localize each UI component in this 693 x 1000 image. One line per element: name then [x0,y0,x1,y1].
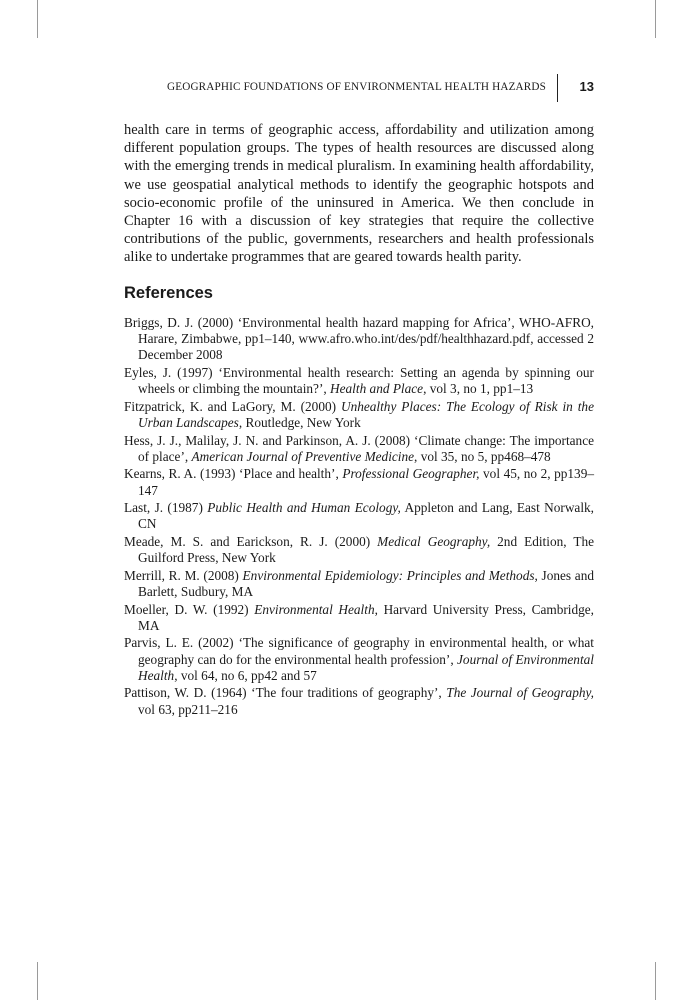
crop-mark-top-right [655,0,656,38]
running-head-title: GEOGRAPHIC FOUNDATIONS OF ENVIRONMENTAL HEALTH HAZARDS [167,81,546,93]
running-head-divider [557,74,558,102]
reference-item: Parvis, L. E. (2002) ‘The significance of geography in environmental health, or what geography can do for the environmental health profession’, Journal of Environmental Health, vol 64, no 6, pp42 and 57 [124,635,594,683]
running-head [100,78,594,100]
body-paragraph: health care in terms of geographic access, affordability and utilization among different population groups. The types of health resources are discussed along with the emerging trends in medical pluralism. In examining health affordability, we use geospatial analytical methods to identify the geographic hotspots and socio-economic profile of the uninsured in America. We then conclude in Chapter 16 with a discussion of key strategies that require the collective contributions of the public, governments, researchers and health professionals alike to undertake programmes that are geared towards health parity. [124,122,594,266]
reference-item: Briggs, D. J. (2000) ‘Environmental health hazard mapping for Africa’, WHO-AFRO, Harare, Zimbabwe, pp1–140, www.afro.who.int/des/pdf/healthhazard.pdf, accessed 2 December 2008 [124,315,594,363]
references-heading: References [124,284,213,302]
crop-mark-top-left [37,0,38,38]
reference-item: Last, J. (1987) Public Health and Human Ecology, Appleton and Lang, East Norwalk, CN [124,500,594,532]
reference-item: Eyles, J. (1997) ‘Environmental health research: Setting an agenda by spinning our wheels or climbing the mountain?’, Health and Place, vol 3, no 1, pp1–13 [124,365,594,397]
page-number: 13 [579,79,594,94]
reference-item: Fitzpatrick, K. and LaGory, M. (2000) Unhealthy Places: The Ecology of Risk in the Urban Landscapes, Routledge, New York [124,398,594,430]
reference-list [124,315,594,719]
reference-item: Pattison, W. D. (1964) ‘The four traditions of geography’, The Journal of Geography, vol 63, pp211–216 [124,685,594,717]
reference-item: Moeller, D. W. (1992) Environmental Health, Harvard University Press, Cambridge, MA [124,601,594,633]
reference-item: Merrill, R. M. (2008) Environmental Epidemiology: Principles and Methods, Jones and Barlett, Sudbury, MA [124,567,594,599]
crop-mark-bottom-left [37,962,38,1000]
reference-item: Hess, J. J., Malilay, J. N. and Parkinson, A. J. (2008) ‘Climate change: The importance of place’, American Journal of Preventive Medicine, vol 35, no 5, pp468–478 [124,432,594,464]
reference-item: Meade, M. S. and Earickson, R. J. (2000) Medical Geography, 2nd Edition, The Guilford Press, New York [124,533,594,566]
crop-mark-bottom-right [655,962,656,1000]
reference-item: Kearns, R. A. (1993) ‘Place and health’, Professional Geographer, vol 45, no 2, pp139–147 [124,466,595,498]
